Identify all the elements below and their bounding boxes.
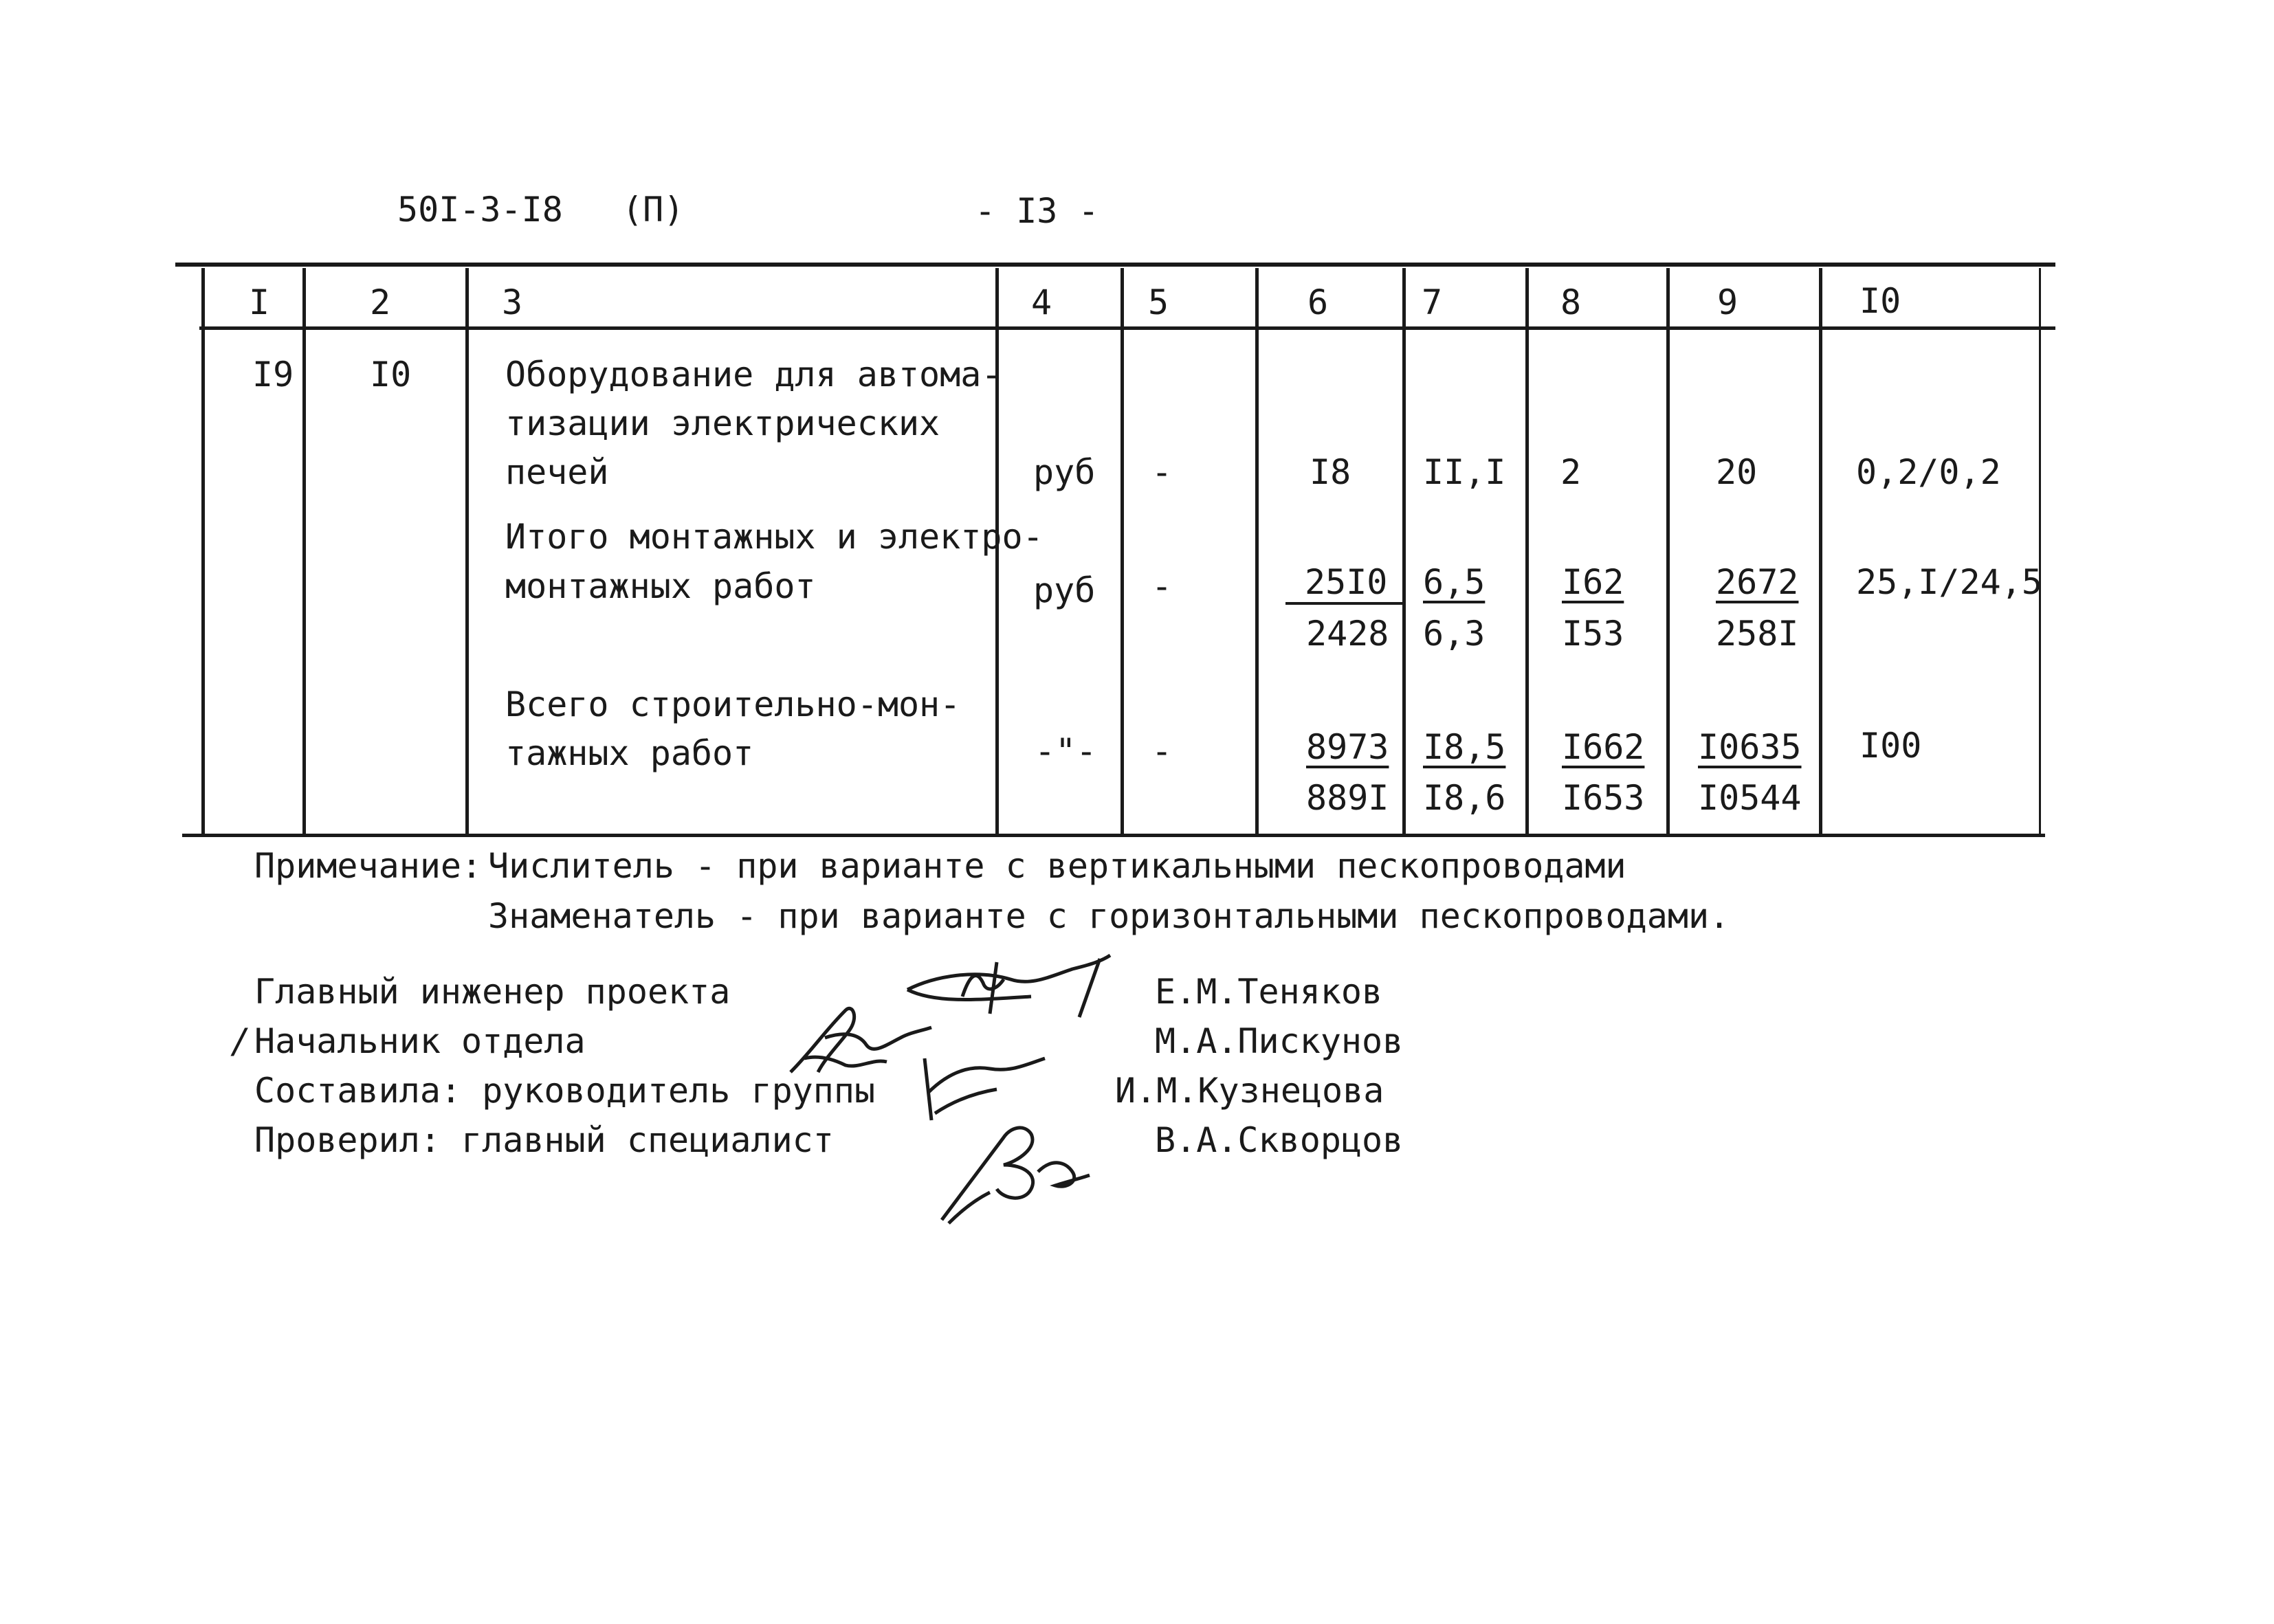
table-col-line bbox=[201, 268, 205, 835]
table-col-line bbox=[2039, 268, 2041, 835]
value-numerator: 25I0 bbox=[1305, 562, 1388, 602]
document-code: 50I-3-I8 bbox=[397, 190, 563, 230]
column-header: 7 bbox=[1422, 282, 1443, 322]
item-description-line: монтажных работ bbox=[505, 566, 816, 606]
row-number: I9 bbox=[252, 355, 294, 394]
value-numerator: I662 bbox=[1562, 727, 1645, 767]
column-header: 6 bbox=[1307, 282, 1329, 322]
signatory-name: В.А.Скворцов bbox=[1155, 1120, 1404, 1160]
column-header: 9 bbox=[1717, 282, 1738, 322]
column-header: I0 bbox=[1859, 281, 1901, 321]
value-numerator: I62 bbox=[1562, 562, 1624, 602]
column-header: I bbox=[249, 282, 270, 322]
value-cell: I8 bbox=[1310, 452, 1351, 492]
table-col-line bbox=[1121, 268, 1124, 835]
signatory-role: Составила: руководитель группы bbox=[254, 1071, 876, 1111]
value-cell: 20 bbox=[1716, 452, 1758, 492]
value-numerator: 6,5 bbox=[1423, 562, 1486, 602]
unit-cell: руб bbox=[1033, 570, 1096, 610]
fraction-bar bbox=[1285, 602, 1402, 605]
value-denominator: 258I bbox=[1716, 614, 1799, 654]
value-denominator: 2428 bbox=[1306, 614, 1389, 654]
unit-cell: руб bbox=[1033, 452, 1096, 492]
item-description-line: тизации электрических bbox=[505, 403, 940, 443]
column-header: 8 bbox=[1560, 282, 1582, 322]
column-header: 3 bbox=[502, 282, 523, 322]
value-denominator: I8,6 bbox=[1423, 778, 1506, 818]
value-cell: 2 bbox=[1560, 452, 1582, 492]
dash-cell: - bbox=[1151, 566, 1173, 606]
signatory-role: Главный инженер проекта bbox=[254, 972, 731, 1012]
table-top-border bbox=[175, 263, 2055, 267]
handwritten-signature bbox=[784, 990, 935, 1086]
table-col-line bbox=[1819, 268, 1822, 835]
item-description-line: Итого монтажных и электро- bbox=[505, 517, 1044, 557]
signatory-name: М.А.Пискунов bbox=[1155, 1021, 1404, 1061]
document-mark: (П) bbox=[622, 190, 685, 230]
column-header: 4 bbox=[1031, 282, 1052, 322]
value-denominator: 889I bbox=[1306, 778, 1389, 818]
item-description-line: печей bbox=[505, 452, 609, 492]
column-header: 2 bbox=[370, 282, 391, 322]
table-col-line bbox=[465, 268, 469, 835]
value-cell: II,I bbox=[1423, 452, 1506, 492]
note-label: Примечание: bbox=[254, 846, 483, 886]
item-description-line: Всего строительно-мон- bbox=[505, 685, 961, 724]
item-description-line: Оборудование для автома- bbox=[505, 355, 1002, 394]
value-cell: I00 bbox=[1859, 726, 1922, 766]
margin-mark: / bbox=[230, 1021, 252, 1061]
value-denominator: 6,3 bbox=[1423, 614, 1486, 654]
item-description-line: тажных работ bbox=[505, 733, 754, 773]
column-header: 5 bbox=[1148, 282, 1169, 322]
unit-cell: -"- bbox=[1035, 731, 1097, 771]
table-col-line bbox=[1666, 268, 1670, 835]
table-col-line bbox=[1525, 268, 1529, 835]
signatory-name: Е.М.Теняков bbox=[1155, 972, 1383, 1012]
value-denominator: I0544 bbox=[1698, 778, 1802, 818]
note-line: Знаменатель - при варианте с горизонтальными пескопроводами. bbox=[488, 896, 1730, 936]
note-line: Числитель - при варианте с вертикальными пескопроводами bbox=[488, 846, 1626, 886]
row-reference: I0 bbox=[370, 355, 412, 394]
table-col-line bbox=[302, 268, 306, 835]
table-col-line bbox=[1255, 268, 1259, 835]
value-cell: 25,I/24,5 bbox=[1856, 562, 2042, 602]
value-denominator: I53 bbox=[1562, 614, 1624, 654]
table-header-border bbox=[199, 326, 2055, 330]
signatory-role: Начальник отдела bbox=[254, 1021, 586, 1061]
dash-cell: - bbox=[1151, 731, 1173, 771]
value-cell: 0,2/0,2 bbox=[1856, 452, 2001, 492]
table-col-line bbox=[1402, 268, 1406, 835]
signatory-name: И.М.Кузнецова bbox=[1115, 1071, 1384, 1111]
page-number: - I3 - bbox=[975, 191, 1099, 231]
value-numerator: I0635 bbox=[1698, 727, 1802, 767]
value-numerator: 8973 bbox=[1306, 727, 1389, 767]
signatory-role: Проверил: главный специалист bbox=[254, 1120, 834, 1160]
value-denominator: I653 bbox=[1562, 778, 1645, 818]
table-bottom-border bbox=[182, 834, 2045, 837]
dash-cell: - bbox=[1151, 452, 1173, 492]
value-numerator: 2672 bbox=[1716, 562, 1799, 602]
handwritten-signature bbox=[935, 1110, 1093, 1227]
value-numerator: I8,5 bbox=[1423, 727, 1506, 767]
